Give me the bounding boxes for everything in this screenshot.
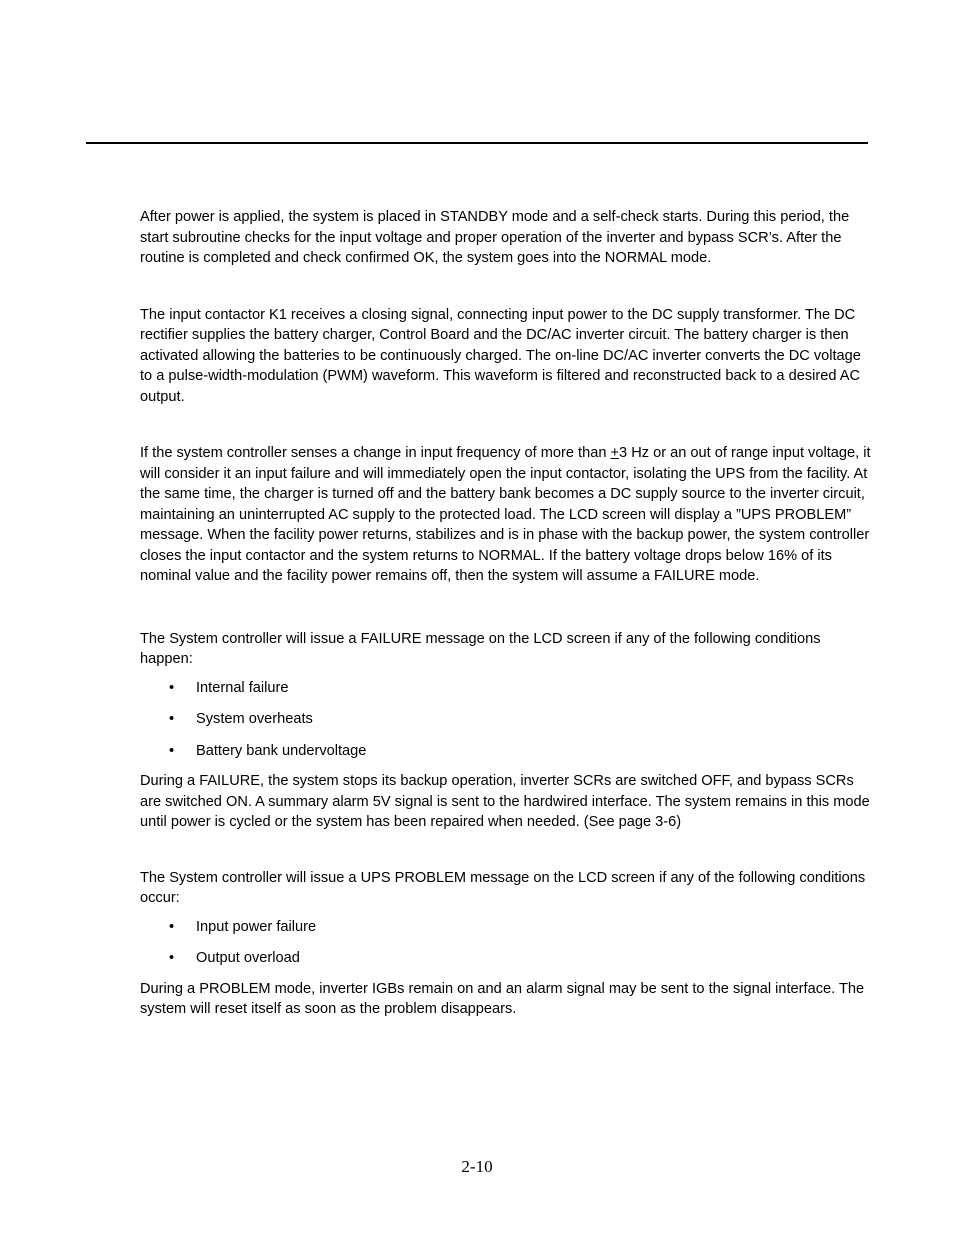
list-item: • Input power failure (140, 917, 872, 938)
standby-paragraph: After power is applied, the system is placed in STANDBY mode and a self-check starts. During this period, the start subroutine checks for the input voltage and proper operation of the inverter and bypass SCR’s. After the routine is completed and check confirmed OK, the system goes into the NORMAL mode. (140, 209, 850, 266)
backup-paragraph (140, 443, 872, 587)
backup-text-start: If the system controller senses a change in input frequency of more than (140, 445, 611, 461)
problem-body-paragraph: During a PROBLEM mode, inverter IGBs remain on and an alarm signal may be sent to the signal interface. The system will reset itself as soon as the problem disappears. (140, 980, 865, 1017)
page-number: 2-10 (461, 1157, 493, 1176)
bullet-icon: • (169, 918, 175, 935)
failure-body-paragraph: During a FAILURE, the system stops its backup operation, inverter SCRs are switched OFF, and bypass SCRs are switched ON. A summary alarm 5V signal is sent to the hardwired interface. The system remains in this mode until power is cycled or the system has been repaired when needed. (See page 3-6) (140, 773, 870, 830)
list-item: • Internal failure (140, 678, 872, 699)
bullet-icon: • (169, 711, 175, 727)
plus-minus-sign: + (610, 445, 620, 461)
list-item: • Output overload (140, 948, 872, 969)
backup-text-end: 3 Hz or an out of range input voltage, it will consider it an input failure and will immediately open the input contactor, isolating the UPS from the facility. At the same time, the charger is turned off and the battery bank becomes a DC supply source to the inverter circuit, maintaining an uninterrupted AC supply to the protected load. The LCD screen will display a ”UPS PROBLEM” message. When the facility power returns, stabilizes and is in phase with the backup power, the system controller closes the input contactor and the system returns to NORMAL. If the battery voltage drops below 16% of its nominal value and the facility power remains off, then the system will assume a FAILURE mode. (140, 445, 871, 584)
failure-conditions-list (140, 678, 872, 762)
page-content (140, 207, 872, 1020)
problem-conditions-list (140, 917, 872, 969)
failure-intro-paragraph: The System controller will issue a FAILURE message on the LCD screen if any of the following conditions happen: (140, 630, 821, 667)
header-rule (86, 142, 868, 144)
problem-intro-paragraph: The System controller will issue a UPS PROBLEM message on the LCD screen if any of the following conditions occur: (140, 869, 866, 906)
list-item: • Battery bank undervoltage (140, 741, 872, 762)
list-item: • System overheats (140, 709, 872, 730)
normal-paragraph: The input contactor K1 receives a closing signal, connecting input power to the DC supply transformer. The DC rectifier supplies the battery charger, Control Board and the DC/AC inverter circuit. The battery charger is then activated allowing the batteries to be continuously charged. The on-line DC/AC inverter converts the DC voltage to a pulse-width-modulation (PWM) waveform. This waveform is filtered and reconstructed back to a desired AC output. (140, 306, 861, 405)
bullet-icon: • (169, 679, 175, 696)
bullet-icon: • (169, 950, 175, 966)
bullet-icon: • (169, 742, 175, 759)
